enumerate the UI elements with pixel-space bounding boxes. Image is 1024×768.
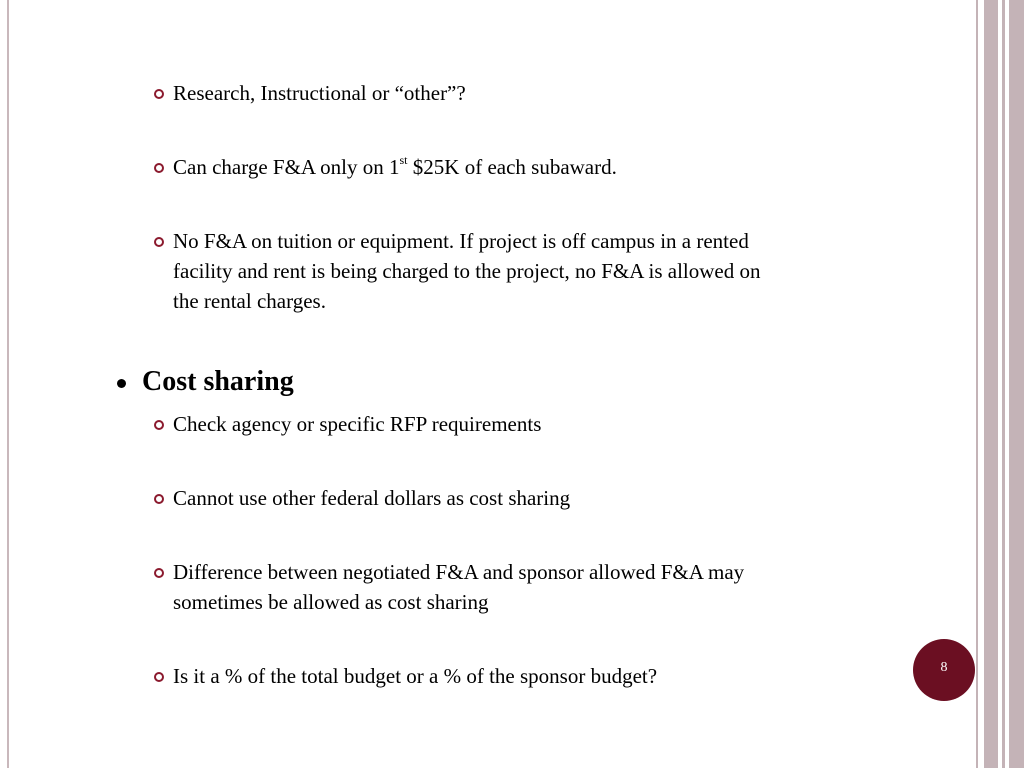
- hollow-circle-icon: [154, 89, 164, 99]
- bullet-text: Check agency or specific RFP requirements: [173, 412, 542, 436]
- bullet-federal-dollars: [173, 483, 570, 513]
- bullet-difference-fa: [173, 557, 744, 617]
- superscript: st: [399, 153, 408, 167]
- bullet-text: Is it a % of the total budget or a % of the sponsor budget?: [173, 664, 658, 688]
- bullet-line: Difference between negotiated F&A and sponsor allowed F&A may: [173, 560, 745, 584]
- bullet-line: the rental charges.: [173, 289, 326, 313]
- bullet-research-instructional: [173, 78, 466, 108]
- bullet-line: No F&A on tuition or equipment. If project is off campus in a rented: [173, 229, 749, 253]
- stripe: [1002, 0, 1005, 768]
- section-heading: Cost sharing: [142, 366, 294, 397]
- hollow-circle-icon: [154, 494, 164, 504]
- bullet-text: $25K of each subaward.: [407, 155, 617, 179]
- bullet-no-fa-tuition: [173, 226, 760, 316]
- bullet-line: sometimes be allowed as cost sharing: [173, 590, 489, 614]
- left-border-line: [7, 0, 9, 768]
- bullet-charge-fa: [173, 152, 617, 182]
- right-decorative-stripes: [976, 0, 1024, 768]
- filled-circle-icon: [117, 379, 126, 388]
- bullet-line: facility and rent is being charged to the project, no F&A is allowed on: [173, 259, 761, 283]
- hollow-circle-icon: [154, 568, 164, 578]
- hollow-circle-icon: [154, 672, 164, 682]
- bullet-percent-budget: [173, 661, 657, 691]
- stripe: [984, 0, 998, 768]
- stripe: [976, 0, 978, 768]
- bullet-text: Cannot use other federal dollars as cost sharing: [173, 486, 571, 510]
- hollow-circle-icon: [154, 163, 164, 173]
- hollow-circle-icon: [154, 237, 164, 247]
- bullet-text: Can charge F&A only on 1: [173, 155, 400, 179]
- bullet-text: Research, Instructional or “other”?: [173, 81, 466, 105]
- hollow-circle-icon: [154, 420, 164, 430]
- page-number-badge: 8: [913, 639, 975, 701]
- bullet-check-agency: [173, 409, 541, 439]
- stripe: [1009, 0, 1024, 768]
